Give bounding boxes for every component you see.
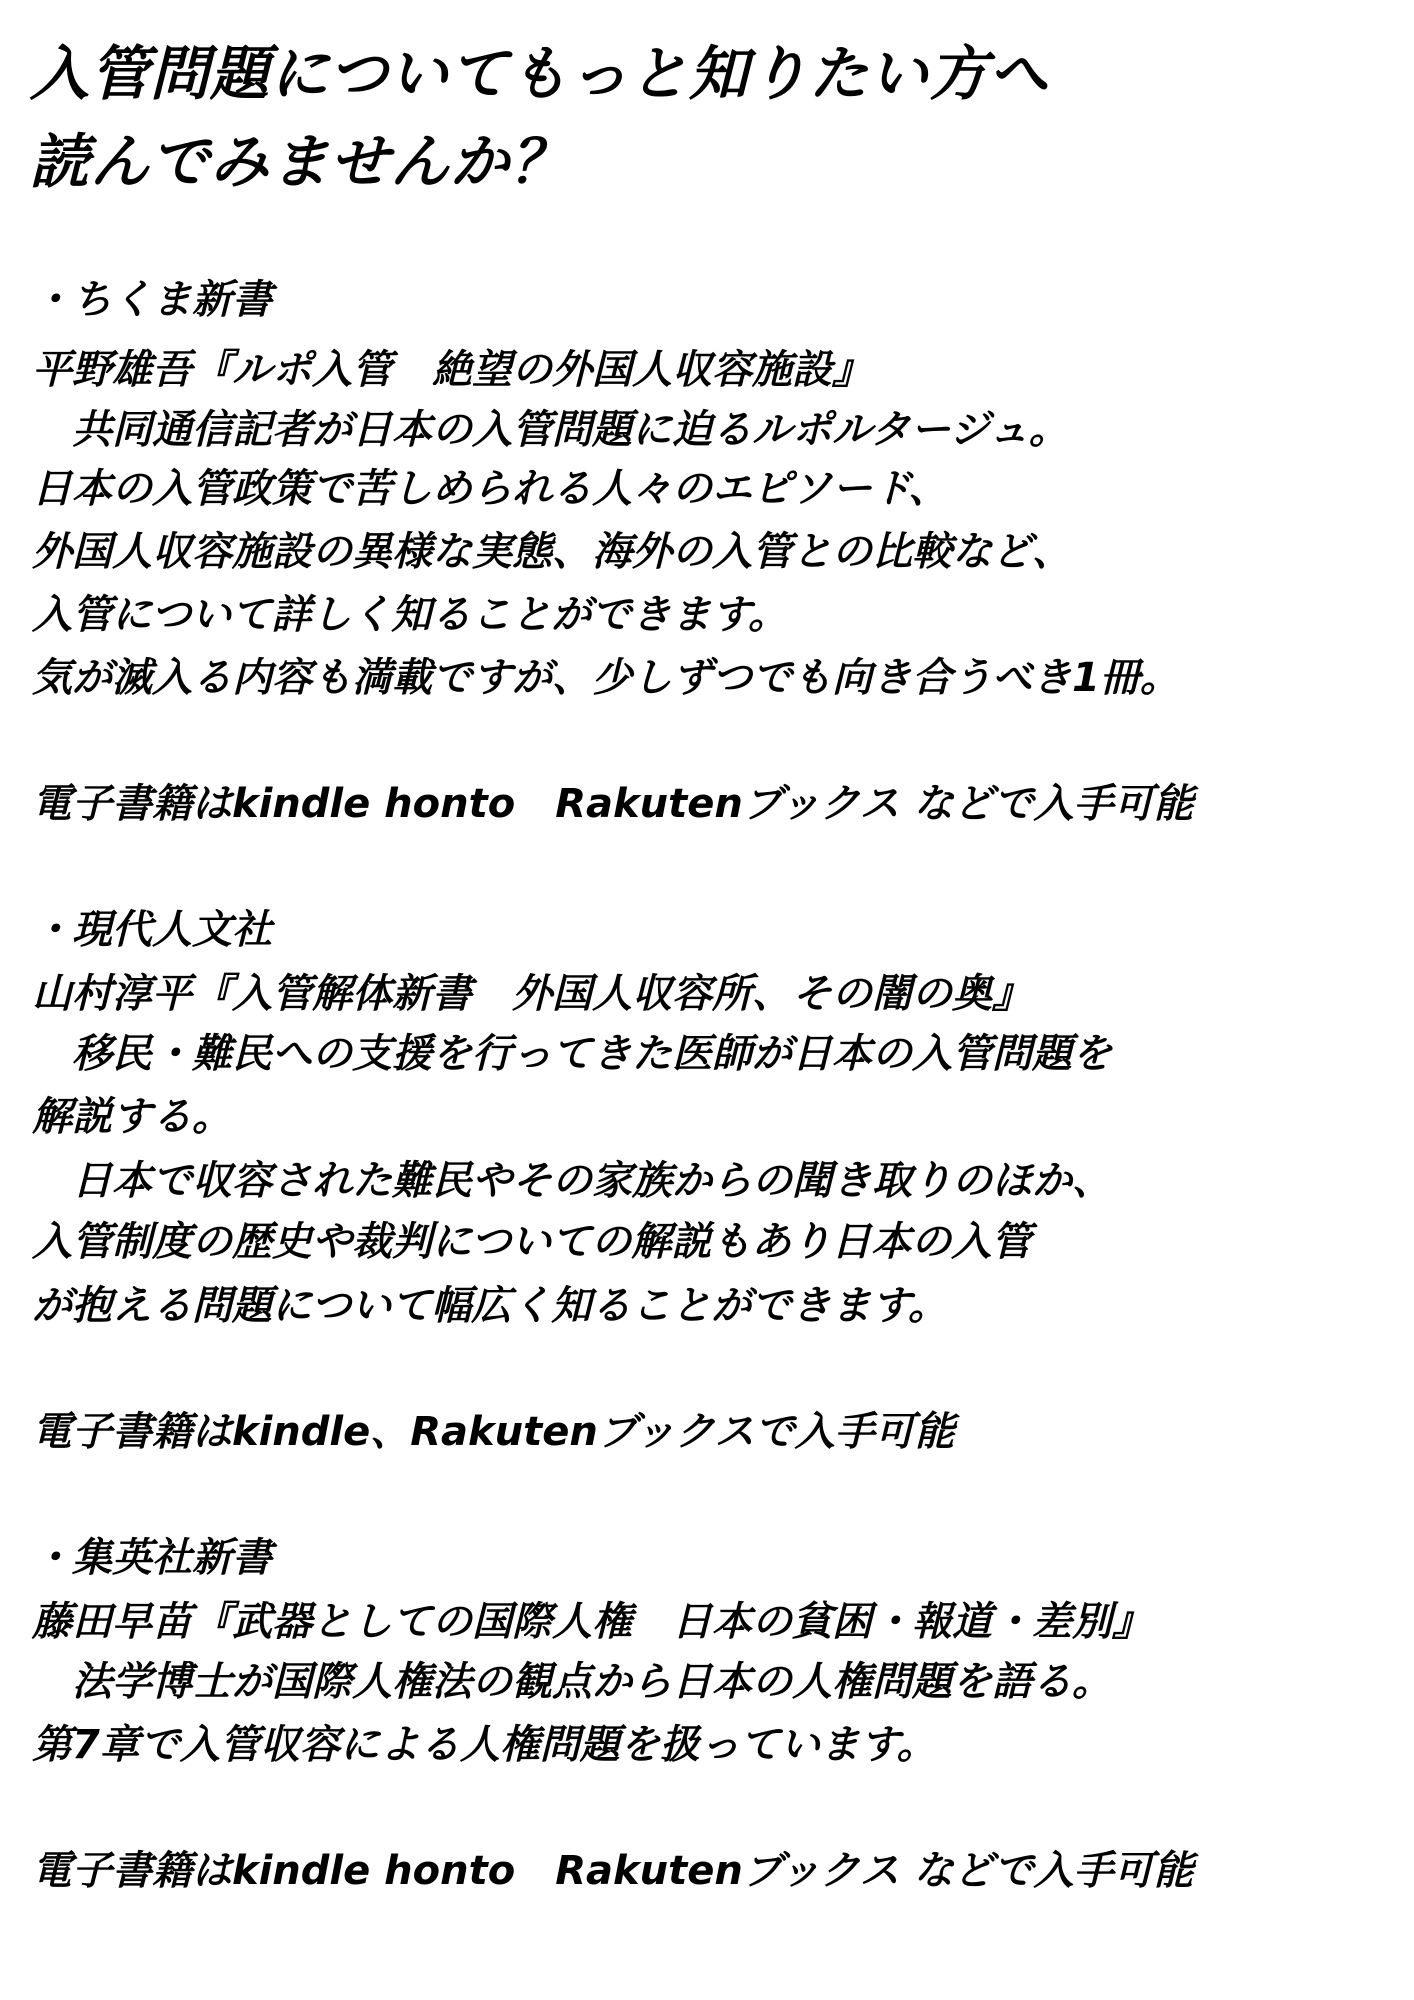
description-line: 日本で収容された難民やその家族からの聞き取りのほか、 (32, 1158, 1112, 1204)
page-title (30, 30, 1049, 206)
ebook-availability: 電子書籍はkindle、Rakutenブックスで入手可能 (32, 1409, 955, 1455)
description-line: 気が滅入る内容も満載ですが、少しずつでも向き合うべき1冊。 (32, 655, 1180, 701)
title-line-2: 読んでみませんか？ (30, 127, 571, 196)
description-line: 法学博士が国際人権法の観点から日本の人権問題を語る。 (32, 1659, 1112, 1705)
description-line: 解説する。 (32, 1094, 232, 1140)
description-line: 日本の入管政策で苦しめられる人々のエピソード、 (32, 466, 949, 512)
book-title-line: 山村淳平『入管解体新書 外国人収容所、その闇の奥』 (32, 971, 1032, 1017)
description-line: 第7章で入管収容による人権問題を扱っています。 (32, 1722, 937, 1768)
publisher-label: ・現代人文社 (32, 907, 272, 953)
description-line: 入管について詳しく知ることができます。 (32, 592, 788, 638)
ebook-availability: 電子書籍はkindle honto Rakutenブックス などで入手可能 (32, 1848, 1194, 1894)
description-line: が抱える問題について幅広く知ることができます。 (32, 1283, 948, 1329)
publisher-label: ・ちくま新書 (32, 277, 272, 323)
book-title-line: 平野雄吾『ルポ入管 絶望の外国人収容施設』 (32, 347, 872, 393)
title-line-1: 入管問題についてもっと知りたい方へ (30, 39, 1049, 108)
description-line: 外国人収容施設の異様な実態、海外の入管との比較など、 (32, 529, 1072, 575)
description-line: 移民・難民への支援を行ってきた医師が日本の入管問題を (32, 1031, 1112, 1077)
book-title-line: 藤田早苗『武器としての国際人権 日本の貧困・報道・差別』 (32, 1599, 1152, 1645)
publisher-label: ・集英社新書 (32, 1535, 272, 1581)
description-line: 入管制度の歴史や裁判についての解説もあり日本の入管 (32, 1219, 1032, 1265)
description-line: 共同通信記者が日本の入管問題に迫るルポルタージュ。 (32, 407, 1069, 453)
ebook-availability: 電子書籍はkindle honto Rakutenブックス などで入手可能 (32, 781, 1194, 827)
